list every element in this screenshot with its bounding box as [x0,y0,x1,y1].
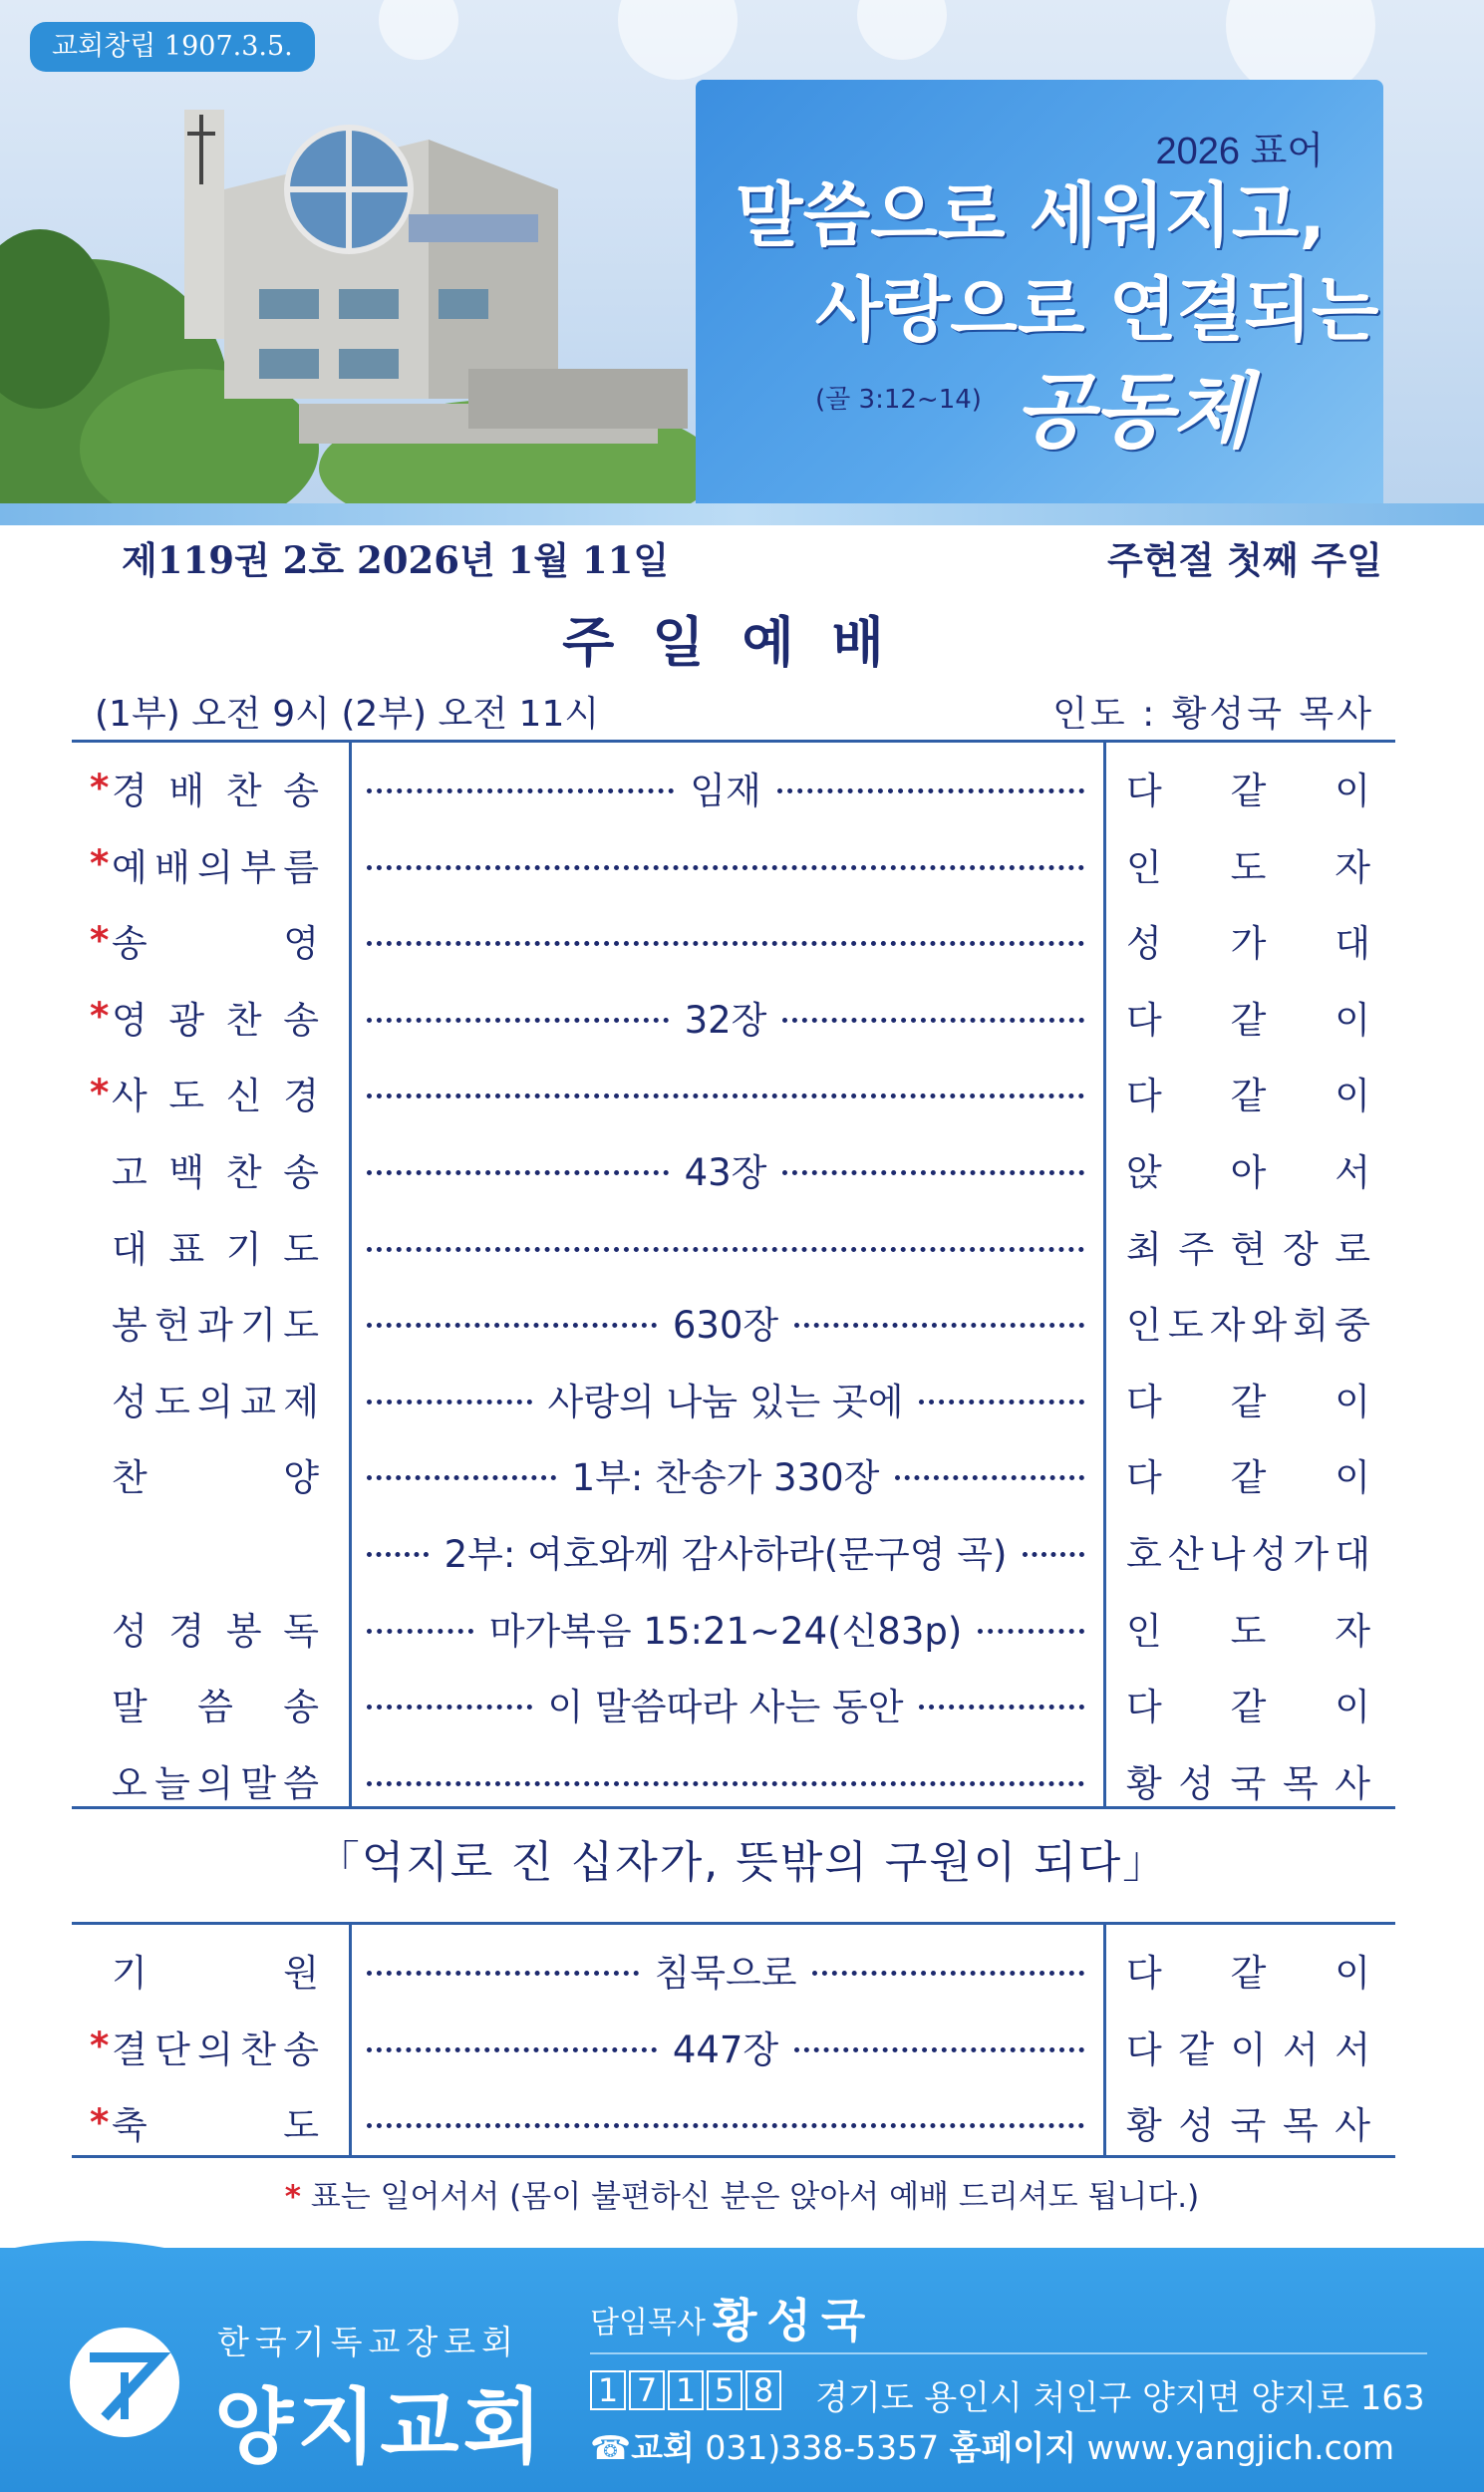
order-item-detail [367,1513,1084,1589]
order-item-label [90,1055,319,1130]
order-row [0,1131,1484,1207]
order-item-name: 사 도 신 경 [112,1075,319,1118]
order-item-performer: 인 도 자 와 회 중 [1126,1304,1370,1348]
postal-code [590,2370,781,2410]
order-item-detail [367,1055,1084,1130]
order-item-content: 447장 [672,2027,779,2071]
sermon-title: 「억지로 진 십자가, 뜻밖의 구원이 되다」 [315,1837,1169,1888]
standing-note-text: 표는 일어서서 (몸이 불편하신 분은 앉아서 예배 드리셔도 됩니다.) [300,2179,1200,2215]
order-item-performer: 다 같 이 [1126,770,1370,812]
order-item-label [90,2084,319,2160]
order-item-content: 마가복음 15:21~24(신83p) [488,1609,963,1653]
order-item-label [90,1208,319,1284]
leader-dots [782,1015,1084,1023]
service-times: (1부) 오전 9시 (2부) 오전 11시 [95,694,600,735]
order-item-label [90,750,319,825]
order-item-performer: 다 같 이 [1126,1075,1370,1118]
leader-dots [367,785,674,793]
order-item-performer: 앉 아 서 [1126,1151,1370,1194]
zip-digit: 1 [668,2370,704,2410]
bokeh-light [618,0,738,80]
logo-mark-icon [70,2328,179,2437]
stand-mark: * [90,842,110,886]
zip-digit: 7 [629,2370,665,2410]
denomination: 한국기독교장로회 [217,2323,520,2361]
header-banner [0,0,1484,518]
zip-digit: 5 [707,2370,742,2410]
order-item-name: 봉 헌 과 기 도 [112,1304,319,1348]
order-item-name: 대 표 기 도 [112,1227,319,1271]
bokeh-light [857,0,947,60]
motto-scripture-ref: (골 3:12~14) [815,385,982,415]
order-item-detail [367,1284,1084,1360]
order-row [0,979,1484,1055]
senior-pastor-name: 황성국 [713,2294,876,2347]
leader-dots [367,1015,669,1023]
order-item-label [90,826,319,902]
phone-label: ☎교회 [590,2428,695,2467]
order-item-detail [367,826,1084,902]
standing-note [0,2171,1484,2216]
motto-line-1: 말씀으로 세워지고, [736,174,1326,256]
issue-number: 제119권 2호 2026년 1월 11일 [122,538,670,582]
order-item-detail [367,1932,1084,2008]
standing-mark: * [284,2179,301,2215]
bokeh-light [379,0,458,60]
leader-dots [367,1320,657,1328]
order-item-label [90,902,319,978]
footer-rule [590,2352,1427,2354]
order-item-label [90,1932,319,2008]
order-item-label [90,1131,319,1207]
order-item-label [90,1590,319,1666]
order-item-content: 43장 [684,1151,767,1194]
order-item-performer: 다 같 이 [1126,1952,1370,1995]
motto-year: 2026 표어 [1155,131,1324,172]
order-row [0,1284,1484,1360]
order-row [0,902,1484,978]
order-item-label [90,2009,319,2084]
contact-line [590,2422,1394,2469]
order-item-performer: 황 성 국 목 사 [1126,1761,1370,1805]
motto-line-3: 공동체 [1015,365,1252,460]
order-item-content: 임재 [690,770,761,812]
order-row [0,1742,1484,1818]
leader-dots [367,1244,1084,1252]
order-row [0,826,1484,902]
order-item-detail [367,1436,1084,1512]
order-item-performer: 성 가 대 [1126,922,1370,966]
order-item-content: 630장 [672,1304,779,1348]
order-item-name: 경 배 찬 송 [112,770,319,812]
leader-dots [367,1397,532,1404]
order-item-name: 송 영 [112,922,319,966]
order-item-name: 찬 양 [112,1456,319,1500]
leader-dots [367,938,1084,946]
order-item-content: 2부: 여호와께 감사하라(문구영 곡) [444,1533,1008,1576]
order-row [0,1055,1484,1130]
leader-dots [794,2044,1084,2052]
stand-mark: * [90,995,110,1039]
order-item-label [90,1284,319,1360]
leader-dots [919,1702,1084,1710]
stand-mark: * [90,2025,110,2068]
order-item-detail [367,1208,1084,1284]
order-item-performer: 다 같 이 [1126,998,1370,1042]
order-item-name: 영 광 찬 송 [112,998,319,1042]
leader-dots [367,1549,429,1557]
church-name: 양지교회 [214,2380,546,2475]
leader-dots [1023,1549,1084,1557]
order-item-name: 오 늘 의 말 씀 [112,1761,319,1805]
order-row [0,1513,1484,1589]
order-item-detail [367,902,1084,978]
leader-dots [777,785,1084,793]
homepage-label: 홈페이지 [949,2428,1077,2467]
church-building-image [0,70,698,518]
order-item-name: 예 배 의 부 름 [112,845,319,889]
leader-dots [782,1167,1084,1175]
order-item-performer: 다 같 이 [1126,1456,1370,1500]
order-item-performer: 다 같 이 서 서 [1126,2027,1370,2071]
order-item-performer: 다 같 이 [1126,1380,1370,1423]
order-item-detail [367,1361,1084,1436]
annual-motto-panel [696,80,1383,508]
leader-dots [367,862,1084,870]
order-row [0,2084,1484,2160]
order-item-content: 32장 [684,998,767,1042]
order-row [0,1666,1484,1741]
order-item-performer: 인 도 자 [1126,1609,1370,1653]
liturgical-season: 주현절 첫째 주일 [1107,538,1382,582]
order-item-detail [367,979,1084,1055]
phone-number[interactable]: 031)338-5357 [705,2428,940,2467]
order-item-performer: 다 같 이 [1126,1686,1370,1729]
order-item-name: 성 도 의 교 제 [112,1380,319,1423]
leader-dots [367,2044,657,2052]
order-item-content: 침묵으로 [654,1952,797,1995]
order-item-name: 결 단 의 찬 송 [112,2027,319,2071]
order-item-performer: 최 주 현 장 로 [1126,1227,1370,1271]
closing-top-rule [72,1922,1395,1925]
table-top-rule [72,740,1395,743]
order-row [0,750,1484,825]
leader-dots [367,1472,556,1480]
order-item-detail [367,1666,1084,1741]
order-item-detail [367,750,1084,825]
leader-dots [367,1167,669,1175]
leader-dots [367,1778,1084,1786]
order-item-label [90,1361,319,1436]
order-item-detail [367,2084,1084,2160]
order-row [0,1932,1484,2008]
order-item-detail [367,2009,1084,2084]
stand-mark: * [90,1071,110,1114]
leader-dots [978,1626,1084,1634]
leader-dots [919,1397,1084,1404]
order-item-content: 1부: 찬송가 330장 [571,1456,880,1500]
order-row [0,1436,1484,1512]
zip-digit: 8 [745,2370,781,2410]
leader-dots [367,2120,1084,2128]
stand-mark: * [90,2100,110,2144]
order-item-label [90,1666,319,1741]
church-logo-icon [70,2328,179,2437]
order-item-label [90,979,319,1055]
order-row [0,1590,1484,1666]
service-title: 주일예배 [562,611,922,674]
church-address: 경기도 용인시 처인구 양지면 양지로 163 [815,2378,1425,2418]
leader-dots [367,1702,532,1710]
stand-mark: * [90,766,110,809]
order-item-name: 성 경 봉 독 [112,1609,319,1653]
order-row [0,2009,1484,2084]
order-row [0,1361,1484,1436]
stand-mark: * [90,918,110,962]
order-item-label [90,1513,319,1589]
service-leader: 인도 : 황성국 목사 [1052,694,1374,735]
leader-dots [812,1968,1084,1976]
leader-dots [367,1626,473,1634]
order-item-name: 축 도 [112,2104,319,2148]
order-item-performer: 인 도 자 [1126,845,1370,889]
motto-line-2: 사랑으로 연결되는 [815,269,1379,351]
founding-date-badge: 교회창립 1907.3.5. [30,22,315,72]
order-row [0,1208,1484,1284]
order-item-label [90,1742,319,1818]
zip-digit: 1 [590,2370,626,2410]
homepage-link[interactable]: www.yangjich.com [1086,2428,1395,2467]
order-item-content: 사랑의 나눔 있는 곳에 [547,1380,904,1423]
leader-dots [794,1320,1084,1328]
senior-pastor-label: 담임목사 [590,2306,706,2340]
order-item-label [90,1436,319,1512]
order-item-name: 고 백 찬 송 [112,1151,319,1194]
order-item-detail [367,1742,1084,1818]
leader-dots [895,1472,1084,1480]
order-item-name: 기 원 [112,1952,319,1995]
order-item-performer: 호 산 나 성 가 대 [1126,1533,1370,1576]
leader-dots [367,1968,639,1976]
order-item-name: 말 씀 송 [112,1686,319,1729]
leader-dots [367,1090,1084,1098]
header-divider-band [0,503,1484,525]
order-item-detail [367,1590,1084,1666]
order-item-performer: 황 성 국 목 사 [1126,2104,1370,2148]
order-item-content: 이 말씀따라 사는 동안 [547,1686,904,1729]
order-item-detail [367,1131,1084,1207]
